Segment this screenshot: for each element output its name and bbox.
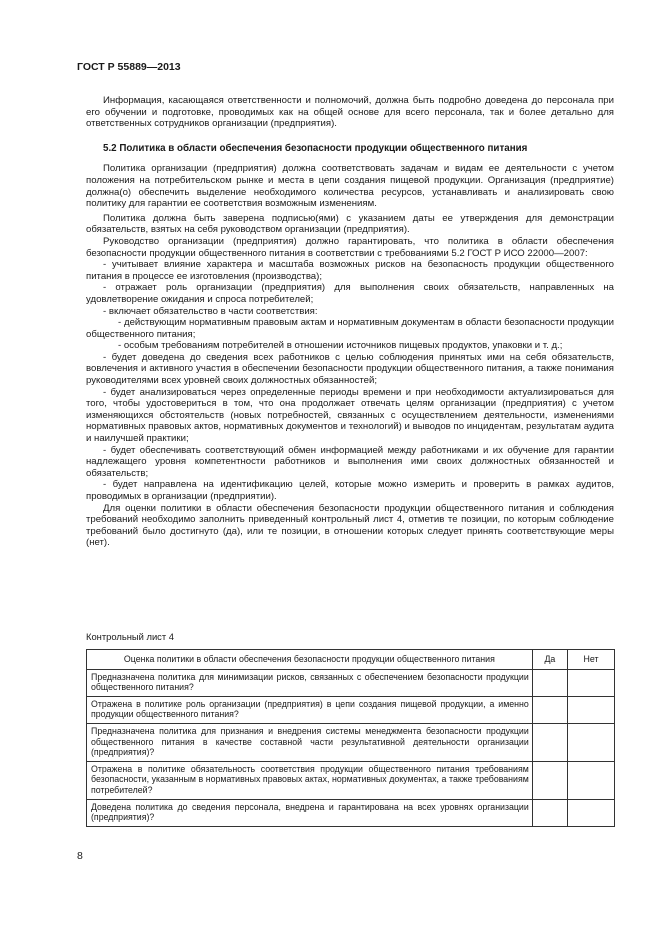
header-no: Нет <box>568 650 615 670</box>
list-item: - учитывает влияние характера и масштаба возможных рисков на безопасность продукции общественного питания в процессе ее изготовления (производства); <box>86 259 614 282</box>
no-cell[interactable] <box>568 723 615 761</box>
table-row <box>87 761 615 799</box>
no-cell[interactable] <box>568 799 615 826</box>
no-cell[interactable] <box>568 761 615 799</box>
yes-cell[interactable] <box>532 799 567 826</box>
table-row <box>87 669 615 696</box>
paragraph: Информация, касающаяся ответственности и полномочий, должна быть подробно доведена до персонала при его обучении и подготовке, проводимых как на общей основе для всего персонала, так и более детально для ответственных сотрудников организации (предприятия). <box>86 95 614 130</box>
checklist-table <box>86 649 615 827</box>
list-item: - будет обеспечивать соответствующий обмен информацией между работниками и их обучение для гарантии надлежащего уровня компетентности работников и выполнения ими своих должностных обязанностей и обязательств; <box>86 444 614 479</box>
paragraph: Политика должна быть заверена подписью(ями) с указанием даты ее утверждения для демонстрации обязательств, взятых на себя руководством организации (предприятия). <box>86 212 614 236</box>
table-row <box>87 799 615 826</box>
list-item: - будет анализироваться через определенные периоды времени и при необходимости актуализироваться для того, чтобы удостовериться в том, что она продолжает отвечать целям организации (предприятия) с учетом изменяющихся обстоятельств (новых потребностей, связанных с осуществлением деятельности, изменениями нормативных правовых актов, нормативных документов и технологий) и выводов по инцидентам, результатам аудита и наилучшей практики; <box>86 386 614 445</box>
question-cell: Доведена политика до сведения персонала, внедрена и гарантирована на всех уровнях организации (предприятия)? <box>87 799 533 826</box>
list-item: - действующим нормативным правовым актам и нормативным документам в области безопасности продукции общественного питания; <box>86 317 614 340</box>
table-row <box>87 723 615 761</box>
checklist-caption: Контрольный лист 4 <box>86 631 174 642</box>
yes-cell[interactable] <box>532 723 567 761</box>
question-cell: Отражена в политике роль организации (предприятия) в цепи создания пищевой продукции, а именно продукции общественного питания? <box>87 696 533 723</box>
question-cell: Предназначена политика для минимизации рисков, связанных с обеспечением безопасности продукции общественного питания? <box>87 669 533 696</box>
yes-cell[interactable] <box>532 761 567 799</box>
question-cell: Отражена в политике обязательность соответствия продукции общественного питания требованиям безопасности, указанным в нормативных правовых актах, нормативных документах, а также требованиям потребителей? <box>87 761 533 799</box>
paragraph: Политика организации (предприятия) должна соответствовать задачам и видам ее деятельности с учетом положения на потребительском рынке и места в цепи создания пищевой продукции. Организация (предприятие) должна(о) обеспечить выделение необходимого количества ресурсов, устанавливать и анализировать свою политику для гарантии ее соответствия возможным изменениям. <box>86 163 614 210</box>
no-cell[interactable] <box>568 696 615 723</box>
list-item: - включает обязательство в части соответствия: <box>103 305 318 317</box>
paragraph: Для оценки политики в области обеспечения безопасности продукции общественного питания и соблюдения требований необходимо заполнить приведенный контрольный лист 4, отметив те позиции, по которым соблюдение требований было достигнуто (да), или те позиции, в отношении которых следует принять соответствующие меры (нет). <box>86 502 614 549</box>
table-row <box>87 696 615 723</box>
header-question: Оценка политики в области обеспечения безопасности продукции общественного питания <box>87 650 533 670</box>
list-item: - будет направлена на идентификацию целей, которые можно измерить и проверить в рамках аудитов, проводимых в организации (предприятии). <box>86 479 614 502</box>
list-item: - отражает роль организации (предприятия) для выполнения своих обязательств, направленных на удовлетворение ожидания и спроса потребителей; <box>86 282 614 305</box>
document-body <box>86 95 614 549</box>
section-title: 5.2 Политика в области обеспечения безопасности продукции общественного питания <box>103 142 528 154</box>
header-yes: Да <box>532 650 567 670</box>
yes-cell[interactable] <box>532 669 567 696</box>
yes-cell[interactable] <box>532 696 567 723</box>
page-number: 8 <box>77 850 83 862</box>
table-header-row <box>87 650 615 670</box>
list-item: - будет доведена до сведения всех работников с целью соблюдения принятых ими на себя обязательств, вовлечения и активного участия в обеспечении безопасности продукции общественного питания, а также понимания руководителями всех уровней своих должностных обязанностей; <box>86 351 614 387</box>
list-item: - особым требованиям потребителей в отношении источников пищевых продуктов, упаковки и т. д.; <box>118 340 563 352</box>
question-cell: Предназначена политика для признания и внедрения системы менеджмента безопасности продукции общественного питания в качестве составной части результативной деятельности организации (предприятия)? <box>87 723 533 761</box>
document-header: ГОСТ Р 55889—2013 <box>77 61 181 73</box>
no-cell[interactable] <box>568 669 615 696</box>
paragraph: Руководство организации (предприятия) должно гарантировать, что политика в области обеспечения безопасности продукции общественного питания в соответствии с требованиями 5.2 ГОСТ Р ИСО 22000—2007: <box>86 235 614 259</box>
